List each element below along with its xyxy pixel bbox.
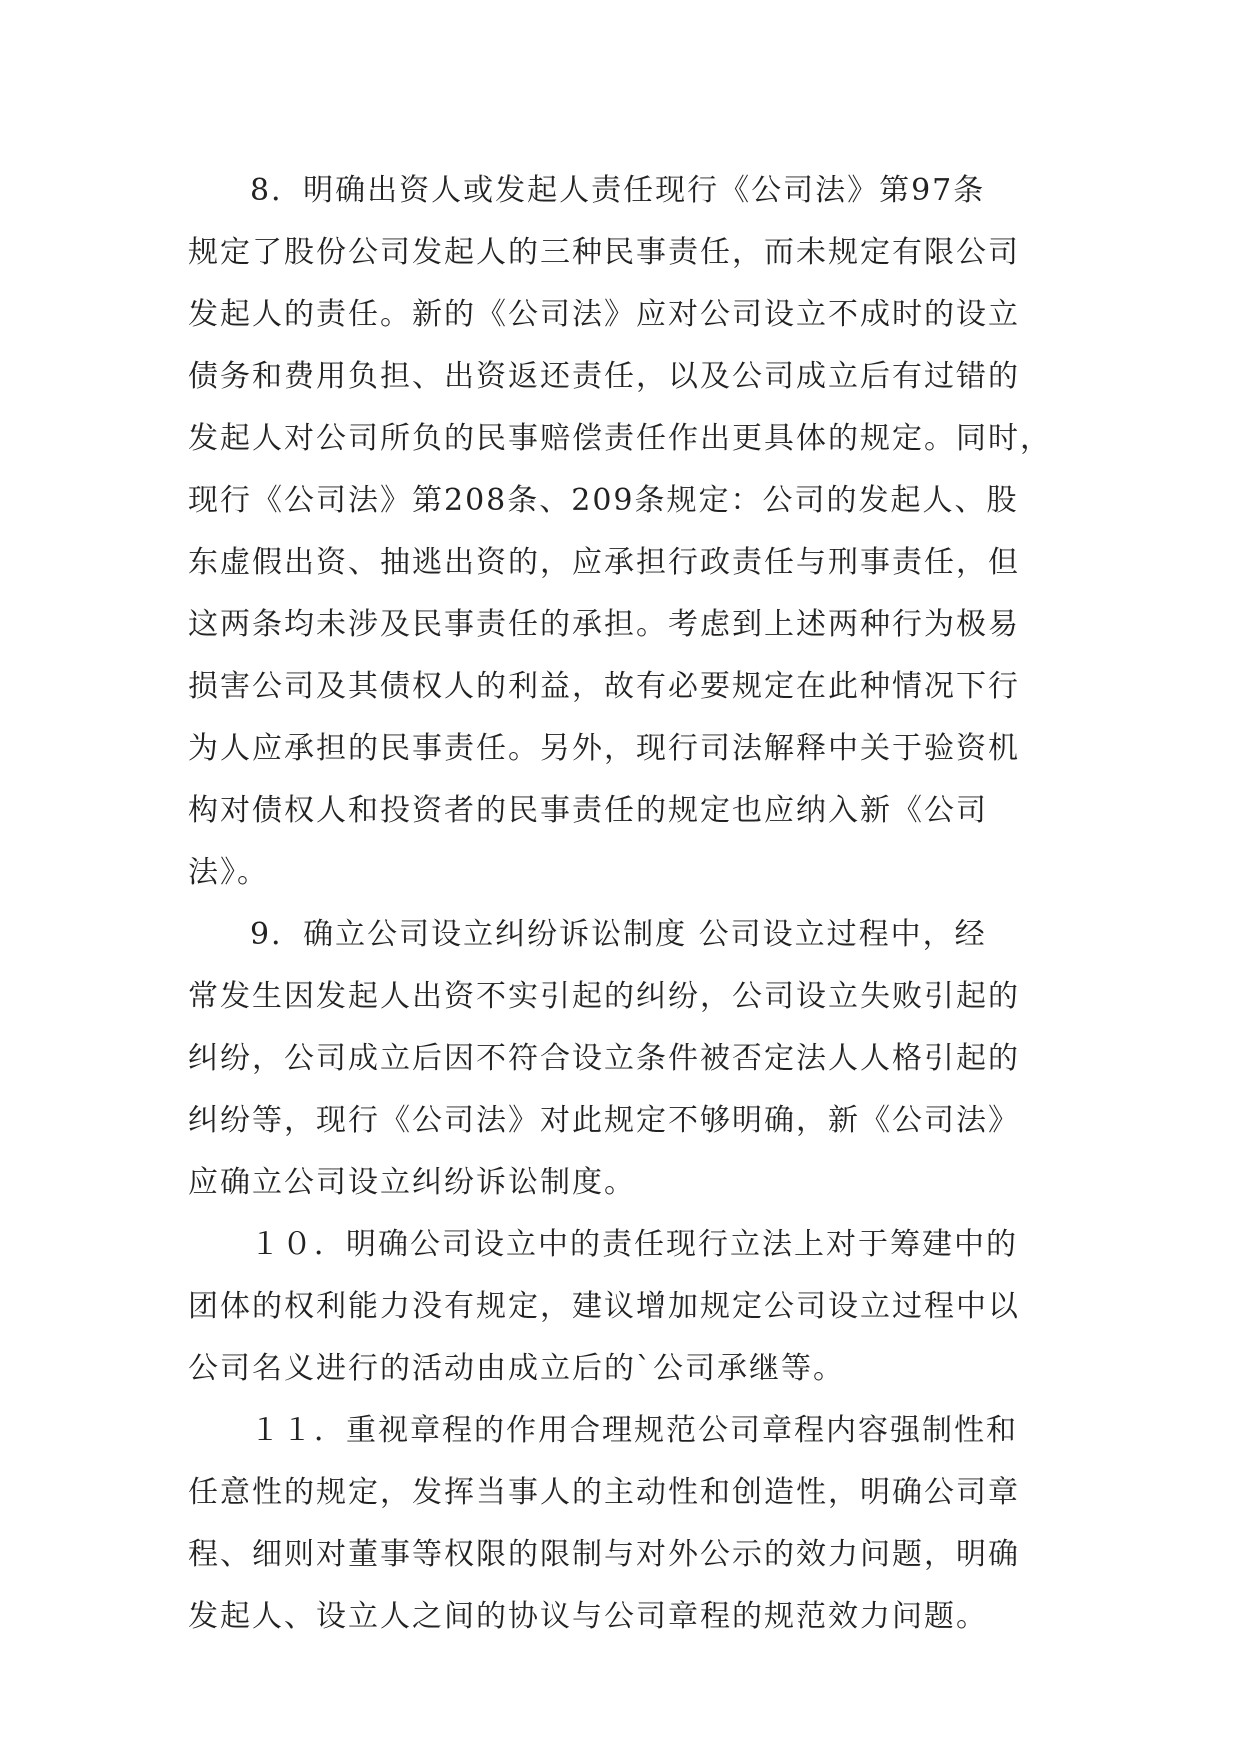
text-line: 程、细则对董事等权限的限制与对外公示的效力问题，明确 (188, 1537, 1020, 1572)
text-line: 公司名义进行的活动由成立后的`公司承继等。 (188, 1351, 845, 1386)
text-line: 常发生因发起人出资不实引起的纠纷，公司设立失败引起的 (188, 979, 1020, 1014)
text-line: 东虚假出资、抽逃出资的，应承担行政责任与刑事责任，但 (188, 545, 1020, 580)
text-line: 发起人的责任。新的《公司法》应对公司设立不成时的设立 (188, 297, 1020, 332)
paragraph-8 (188, 160, 1052, 904)
document-body (188, 160, 1052, 1648)
text-line: 损害公司及其债权人的利益，故有必要规定在此种情况下行 (188, 669, 1020, 704)
paragraph-10 (188, 1214, 1048, 1400)
text-line: 规定了股份公司发起人的三种民事责任，而未规定有限公司 (188, 235, 1020, 270)
text-line: 纠纷，公司成立后因不符合设立条件被否定法人人格引起的 (188, 1041, 1020, 1076)
text-line: 应确立公司设立纠纷诉讼制度。 (188, 1165, 636, 1200)
text-line: 这两条均未涉及民事责任的承担。考虑到上述两种行为极易 (188, 607, 1020, 642)
text-line: 团体的权利能力没有规定，建议增加规定公司设立过程中以 (188, 1289, 1020, 1324)
text-line: 为人应承担的民事责任。另外，现行司法解释中关于验资机 (188, 731, 1020, 766)
text-line: １０．明确公司设立中的责任现行立法上对于筹建中的 (250, 1227, 1018, 1262)
text-line: 发起人对公司所负的民事赔偿责任作出更具体的规定。同时， (188, 421, 1052, 456)
text-line: 9．确立公司设立纠纷诉讼制度 公司设立过程中，经 (250, 917, 987, 952)
text-line: 现行《公司法》第208条、209条规定：公司的发起人、股 (188, 483, 1019, 518)
paragraph-9 (188, 904, 1048, 1214)
paragraph-11 (188, 1400, 1048, 1648)
text-line: １１．重视章程的作用合理规范公司章程内容强制性和 (250, 1413, 1018, 1448)
text-line: 法》。 (188, 855, 269, 890)
text-line: 发起人、设立人之间的协议与公司章程的规范效力问题。 (188, 1599, 988, 1634)
text-line: 债务和费用负担、出资返还责任，以及公司成立后有过错的 (188, 359, 1020, 394)
text-line: 纠纷等，现行《公司法》对此规定不够明确，新《公司法》 (188, 1103, 1020, 1138)
text-line: 8．明确出资人或发起人责任现行《公司法》第97条 (250, 173, 986, 208)
text-line: 任意性的规定，发挥当事人的主动性和创造性，明确公司章 (188, 1475, 1020, 1510)
text-line: 构对债权人和投资者的民事责任的规定也应纳入新《公司 (188, 793, 988, 828)
